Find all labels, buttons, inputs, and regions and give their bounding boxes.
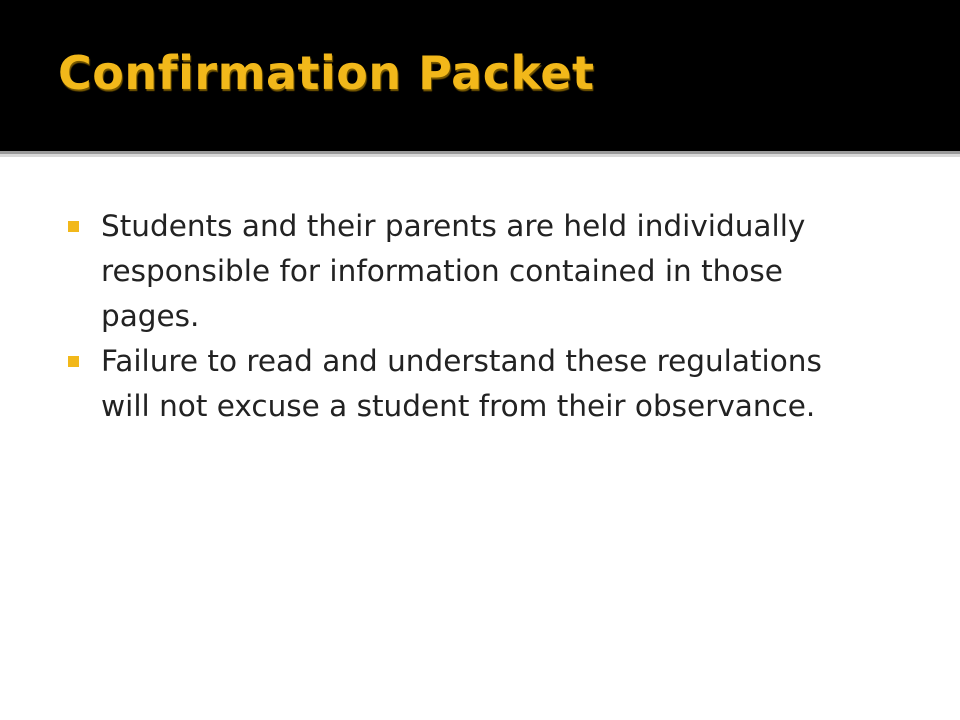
title-divider-highlight [0,154,960,157]
bullet-item [68,339,828,429]
bullet-text: Students and their parents are held individually responsible for information contained in those pages. [101,209,806,333]
bullet-text: Failure to read and understand these regulations will not excuse a student from their observance. [101,344,822,423]
slide-title: Confirmation Packet [58,46,595,100]
bullet-list [68,204,828,429]
title-bar [0,0,960,151]
square-bullet-icon [68,356,79,367]
square-bullet-icon [68,221,79,232]
bullet-item [68,204,828,339]
